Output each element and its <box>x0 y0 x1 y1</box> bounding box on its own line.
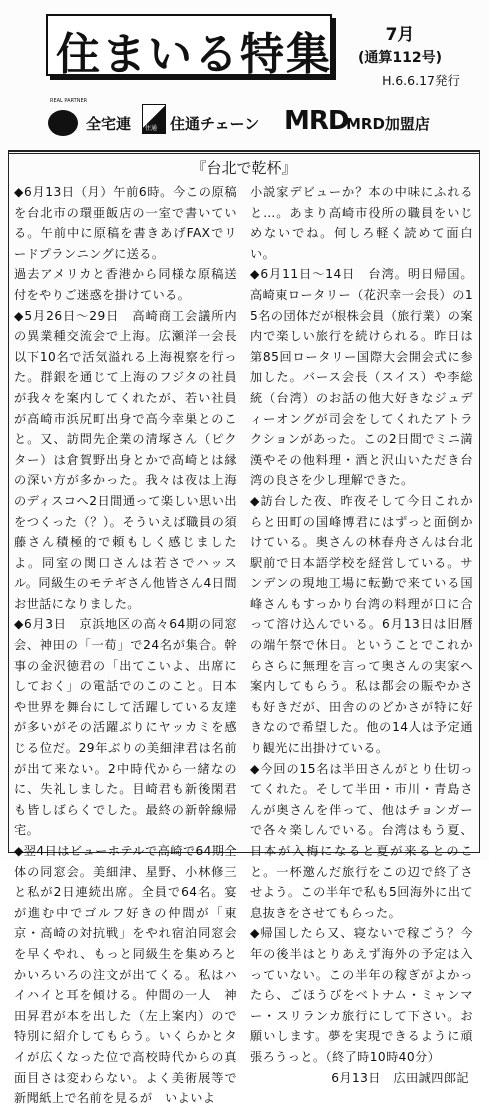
article-right-column <box>250 182 473 1088</box>
article-paragraph: ◆帰国したら又、寝ないで稼ごう？今年の後半はとりあえず海外の予定は入っていない。この半年の稼ぎがよかったら、ごほうびをベトナム・ミャンマー・スリランカ旅行にして下さい。お願いします。夢を実現できるように頑張ろうっと。（終了時10時40分） <box>250 926 473 1064</box>
article-paragraph: 小説家デビューか？本の中味にふれると…。あまり高崎市役所の職員をいじめないでね。何しろ軽く読めて面白い。 <box>250 185 473 261</box>
logo-small-text: REAL PARTNER <box>50 98 88 104</box>
zentakuren-label: 全宅連 <box>86 115 132 133</box>
jutsu-chain-label: 住通チェーン <box>170 115 260 133</box>
jutsu-logo-text: 住通 <box>145 125 158 132</box>
zentakuren-logo <box>46 98 88 136</box>
issue-info <box>340 20 460 89</box>
jutsu-chain-logo <box>142 104 166 134</box>
article-paragraph: 過去アメリカと香港から同様な原稿送付をやりご迷惑を掛けている。 <box>14 267 237 302</box>
article-paragraph: ◆5月26日～29日 高崎商工会議所内の異業種交流会で上海。広瀬洋一会長以下10名で活気溢れる上海視察を行った。群銀を通じて上海のフジタの社員が我々を案内してくれたが、若い社員が高崎市浜尻町出身で高今幸巣とのこと。又、訪問先企業の清塚さん（ピクター）は倉賀野出身とかで高崎とは縁の深い方が多かった。我々は夜は上海のディスコへ2日間通って楽しい思い出をつくった（？）。そういえば職員の須藤さん積極的で頼もしく感じましたよ。同室の関口さんは若さでハッスル。同級生のモテギさん他皆さん4日間お世話になりました。 <box>14 308 237 611</box>
article-paragraph: ◆訪台した夜、昨夜そして今日これからと田町の国峰博君にはずっと面倒かけている。奥さんの林春舟さんは台北駅前で日本語学校を経営している。サンデンの現地工場に転勤で来ている国峰さんもすっかり台湾の料理が口に合って溶け込んでいる。6月13日は旧暦の端午祭で休日。ということでこれからさらに無理を言って奥さんの実家へ案内してもらう。私は都会の賑やかさも好きだが、田舎ののどかさが特に好きなので希望した。他の14人は予定通り観光に出掛けている。 <box>250 493 473 756</box>
article-left-column <box>14 182 237 1109</box>
sponsor-logos <box>46 98 476 138</box>
zentakuren-icon <box>48 110 78 136</box>
issue-date: H.6.6.17発行 <box>382 73 460 88</box>
newsletter-title: 住まいる特集 <box>56 29 332 80</box>
newsletter-title-box <box>46 14 332 80</box>
article-paragraph: ◆6月11日～14日 台湾。明日帰国。高崎東ロータリー（花沢幸一会長）の15名の団体だが根株会員（旅行業）の案内で楽しい旅行を続けられる。昨日は第85回ロータリー国際大会開会式に参加した。バース会長（スイス）や李総統（台湾）のお話の他大好きなジュディーオングが司会をしてくれたアトラクションがあった。この2日間でミニ満漢やその他料理・酒と沢山いただき台湾の良さを少し理解できた。 <box>250 267 473 488</box>
article-frame <box>8 150 480 1106</box>
article-paragraph: ◆翌4日はビューホテルで高崎で64期全体の同窓会。美細津、星野、小林修三と私が2日連続出席。全員で64名。宴が進む中でゴルフ好きの仲間が「東京・高崎の対抗戦」をやれ宿泊同窓会を早くやれ、もっと同級生を集めろとかいろいろの注文が出てくる。私はハイハイと耳を傾ける。仲間の一人 神田昇君が本を出した（左上案内）ので特別に紹介してもらう。いくらかとタイが広くなった位で高校時代からの真面目さは変わらない。よく美術展等で新聞紙上で名前を見るが いよいよ <box>14 844 237 1106</box>
mrd-label: MRD加盟店 <box>346 115 430 133</box>
article-paragraph: ◆6月3日 京浜地区の高々64期の同窓会、神田の「一荀」で24名が集合。幹事の金沢徳君の「出てこいよ、出席にしておく」の電話でのこのこと。日本や世界を舞台にして活躍している友達が多いがその活躍ぶりにヤッカミを感じる位だ。29年ぶりの美細津君は名前が出て来ない。2中時代から一緒なのに、失礼しました。目崎君も新後閑君も皆しばらくでした。最終の新幹線帰宅。 <box>14 617 237 838</box>
article-top-rule <box>9 151 479 154</box>
issue-number: (通算112号) <box>357 50 443 66</box>
mrd-logo: MRD <box>284 106 349 136</box>
issue-month: 7月 <box>385 25 415 45</box>
article-paragraph: ◆6月13日（月）午前6時。今この原稿を台北市の環亜飯店の一室で書いている。午前中に原稿を書きあげFAXでリードプランニングに送る。 <box>14 185 237 261</box>
article-signature: 6月13日 広田誠四郎記 <box>331 1070 469 1085</box>
article-paragraph: ◆今回の15名は半田さんがとり仕切ってくれた。そして半田・市川・青島さんが奥さんを伴って、他はチョンガーで各々楽しんでいる。台湾はもう夏、日本が入梅になると夏が来るとのこと。一杯邀んだ旅行をこの辺で終了させよう。この半年で私も5回海外に出て息抜きをさせてもらった。 <box>250 761 473 920</box>
article-title: 『台北で乾杯』 <box>191 159 297 177</box>
